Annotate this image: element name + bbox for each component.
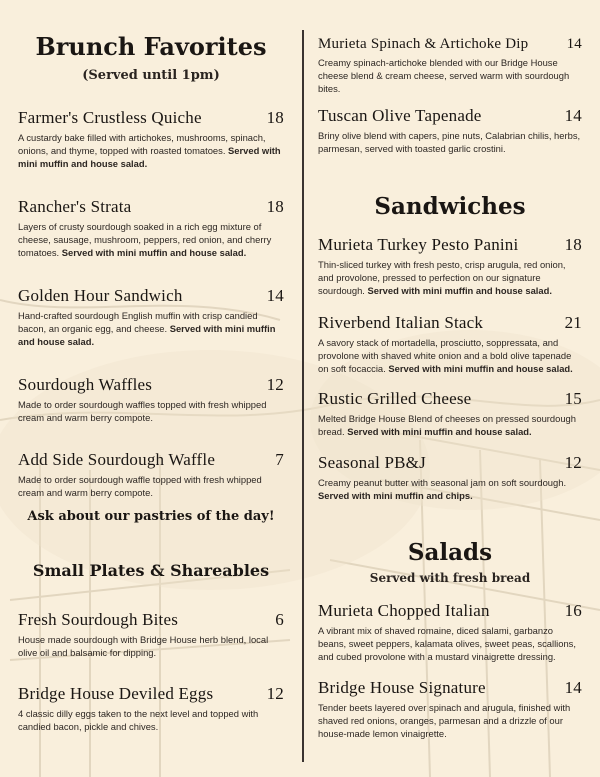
item-price: 18 [266, 108, 284, 127]
menu-item [318, 313, 582, 376]
item-description: Thin-sliced turkey with fresh pesto, crisp arugula, red onion, and provolone, pressed to perfection on our signature sourdough. Served with mini muffin and house salad. [318, 259, 566, 297]
item-note: Served with mini muffin and house salad. [347, 426, 532, 438]
item-description: Creamy peanut butter with seasonal jam on soft sourdough. Served with mini muffin and chips. [318, 477, 567, 502]
item-name: Golden Hour Sandwich [18, 286, 183, 305]
item-name: Sourdough Waffles [18, 375, 153, 394]
menu-item [318, 36, 582, 96]
item-price: 21 [564, 313, 582, 332]
small-plates-title: Small Plates & Shareables [32, 561, 270, 580]
item-description: Layers of crusty sourdough soaked in a rich egg mixture of cheese, sausage, mushroom, peppers, red onion, and cherry tomatoes. Served with mini muffin and house salad. [18, 221, 272, 259]
item-name: Rustic Grilled Cheese [318, 389, 472, 408]
menu-item [318, 235, 582, 298]
menu-item [18, 108, 284, 171]
menu-item [18, 450, 284, 499]
item-note: Served with mini muffin and house salad. [18, 323, 276, 348]
menu-item [318, 678, 582, 741]
menu-item [18, 375, 284, 424]
item-description: Made to order sourdough waffle topped with fresh whipped cream and warm berry compote. [18, 474, 262, 499]
item-price: 15 [564, 389, 582, 408]
item-name: Add Side Sourdough Waffle [18, 450, 216, 469]
item-price: 12 [266, 684, 284, 703]
column-divider [302, 30, 304, 762]
item-description: Melted Bridge House Blend of cheeses on pressed sourdough bread. Served with mini muffin and house salad. [318, 413, 576, 438]
item-name: Farmer's Crustless Quiche [18, 108, 202, 127]
item-name: Riverbend Italian Stack [318, 313, 484, 332]
item-description: A vibrant mix of shaved romaine, diced salami, garbanzo beans, sweet peppers, kalamata olives, sweet peas, scallions, and cubed provolone with a mustard vinaigrette dressing. [318, 625, 576, 663]
item-note: Served with mini muffin and house salad. [388, 363, 573, 375]
item-price: 14 [266, 286, 284, 305]
menu-item [18, 286, 284, 349]
item-price: 14 [566, 36, 582, 52]
item-name: Rancher's Strata [18, 197, 132, 216]
menu-item [18, 684, 284, 733]
menu-item [18, 610, 284, 659]
item-price: 12 [564, 453, 582, 472]
item-price: 12 [266, 375, 284, 394]
brunch-title: Brunch Favorites [35, 32, 267, 61]
item-description: Briny olive blend with capers, pine nuts, Calabrian chilis, herbs, parmesan, served with toasted garlic crostini. [318, 130, 581, 155]
item-name: Tuscan Olive Tapenade [318, 106, 482, 125]
brunch-subtitle: (Served until 1pm) [82, 68, 220, 83]
item-note: Served with mini muffin and house salad. [367, 285, 552, 297]
item-name: Seasonal PB&J [318, 453, 426, 472]
item-note: Served with mini muffin and house salad. [18, 145, 281, 170]
item-description: Hand-crafted sourdough English muffin with crisp candied bacon, an organic egg, and cheese. Served with mini muffin and house salad. [18, 310, 276, 348]
item-price: 6 [275, 610, 284, 629]
item-price: 16 [564, 601, 582, 620]
pastries-callout: Ask about our pastries of the day! [27, 509, 275, 524]
item-description: 4 classic dilly eggs taken to the next level and topped with candied bacon, pickle and chives. [18, 708, 259, 733]
item-note: Served with mini muffin and chips. [318, 490, 473, 502]
item-price: 18 [564, 235, 582, 254]
item-name: Bridge House Deviled Eggs [18, 684, 214, 703]
item-name: Bridge House Signature [318, 678, 486, 697]
item-name: Murieta Chopped Italian [318, 601, 490, 620]
menu-item [318, 389, 582, 438]
salads-title: Salads [407, 539, 493, 566]
item-name: Fresh Sourdough Bites [18, 610, 179, 629]
menu-item [318, 453, 582, 502]
item-note: Served with mini muffin and house salad. [61, 247, 247, 259]
item-price: 14 [564, 106, 582, 125]
item-description: A custardy bake filled with artichokes, mushrooms, spinach, onions, and thyme, topped with roasted tomatoes. Served with mini muffin and house salad. [18, 132, 281, 170]
item-name: Murieta Spinach & Artichoke Dip [318, 36, 529, 52]
menu-item [18, 197, 284, 260]
salads-subtitle: Served with fresh bread [369, 571, 531, 585]
item-description: House made sourdough with Bridge House herb blend, local olive oil and balsamic for dipping. [18, 634, 269, 659]
item-description: Creamy spinach-artichoke blended with our Bridge House cheese blend & cream cheese, served warm with sourdough bites. [318, 57, 570, 95]
menu-item [318, 106, 582, 155]
item-price: 18 [266, 197, 284, 216]
item-description: A savory stack of mortadella, prosciutto, soppressata, and provolone with shaved white onion and a bold olive tapenade on soft focaccia. Served with mini muffin and house salad. [318, 337, 573, 375]
item-price: 14 [564, 678, 582, 697]
item-price: 7 [275, 450, 284, 469]
item-description: Made to order sourdough waffles topped with fresh whipped cream and warm berry compote. [18, 399, 267, 424]
item-description: Tender beets layered over spinach and arugula, finished with shaved red onions, oranges, parmesan and a drizzle of our house-made lemon vinaigrette. [318, 702, 571, 740]
sandwiches-title: Sandwiches [374, 193, 526, 220]
item-name: Murieta Turkey Pesto Panini [318, 235, 519, 254]
menu-item [318, 601, 582, 664]
